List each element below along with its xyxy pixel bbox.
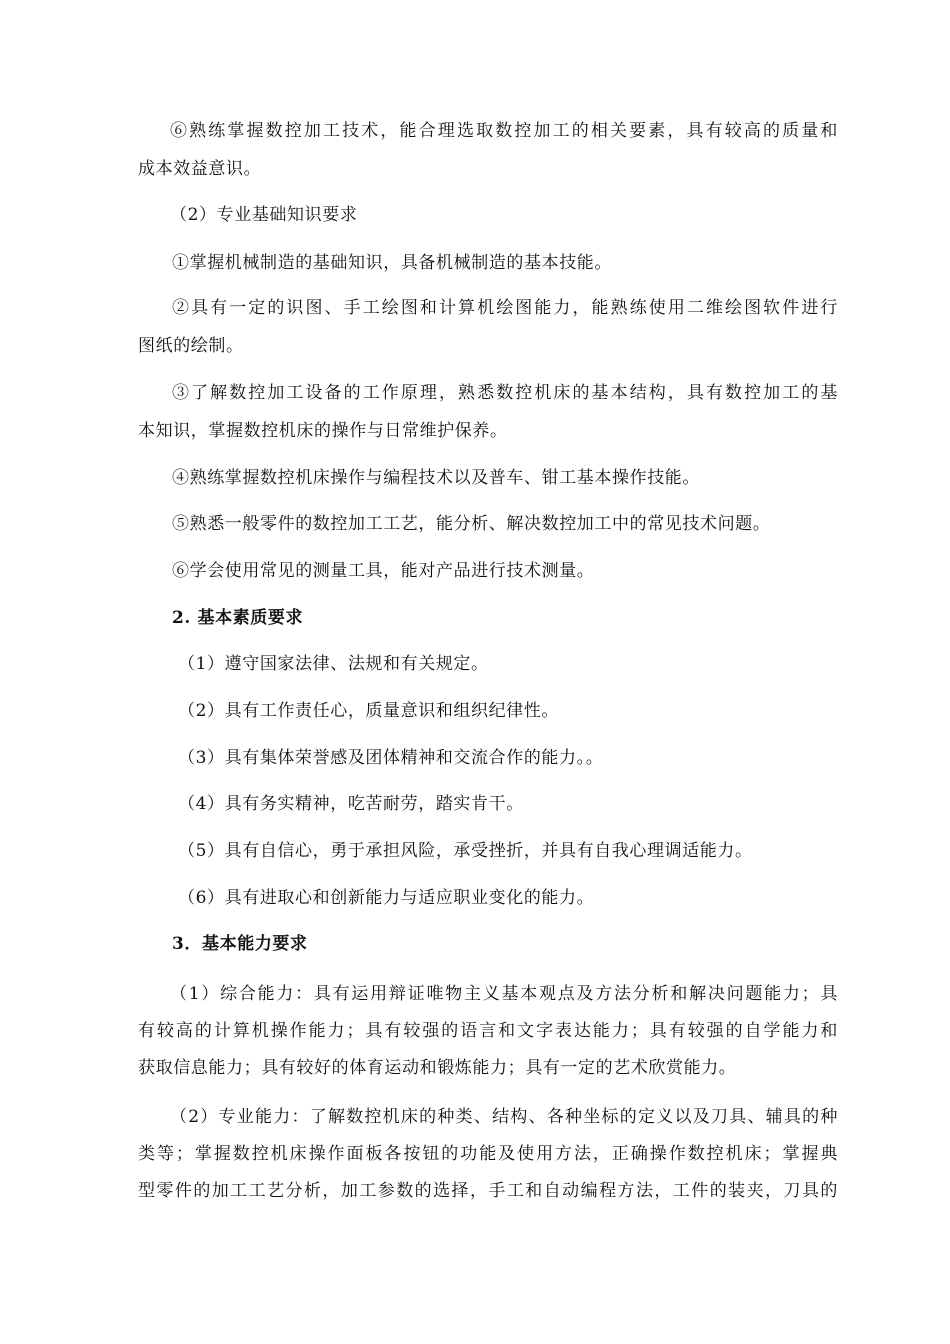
list-item: （1）遵守国家法律、法规和有关规定。 <box>178 654 489 674</box>
text-line: （1）综合能力：具有运用辩证唯物主义基本观点及方法分析和解决问题能力；具 <box>170 984 838 1004</box>
text-line: ②具有一定的识图、手工绘图和计算机绘图能力，能熟练使用二维绘图软件进行 <box>172 298 838 318</box>
text-line: 类等；掌握数控机床操作面板各按钮的功能及使用方法，正确操作数控机床；掌握典 <box>138 1144 838 1164</box>
text-line: ①掌握机械制造的基础知识，具备机械制造的基本技能。 <box>172 253 612 273</box>
section-heading: 3．基本能力要求 <box>172 934 308 954</box>
text-line: （2）专业能力：了解数控机床的种类、结构、各种坐标的定义以及刀具、辅具的种 <box>170 1107 838 1127</box>
text-line: ⑥学会使用常见的测量工具，能对产品进行技术测量。 <box>172 561 595 581</box>
text-line: ⑤熟悉一般零件的数控加工工艺，能分析、解决数控加工中的常见技术问题。 <box>172 514 771 534</box>
list-item: （6）具有进取心和创新能力与适应职业变化的能力。 <box>178 888 595 908</box>
text-line: 型零件的加工工艺分析，加工参数的选择，手工和自动编程方法，工件的装夹，刀具的 <box>138 1181 838 1201</box>
section-heading: （2）专业基础知识要求 <box>170 205 358 225</box>
text-line: 有较高的计算机操作能力；具有较强的语言和文字表达能力；具有较强的自学能力和 <box>138 1021 838 1041</box>
text-line: ③了解数控加工设备的工作原理，熟悉数控机床的基本结构，具有数控加工的基 <box>172 383 838 403</box>
text-line: 获取信息能力；具有较好的体育运动和锻炼能力；具有一定的艺术欣赏能力。 <box>138 1058 737 1078</box>
text-line: ⑥熟练掌握数控加工技术，能合理选取数控加工的相关要素，具有较高的质量和 <box>170 121 838 141</box>
list-item: （3）具有集体荣誉感及团体精神和交流合作的能力。。 <box>178 748 604 768</box>
text-line: 成本效益意识。 <box>138 159 262 179</box>
list-item: （5）具有自信心，勇于承担风险，承受挫折，并具有自我心理调适能力。 <box>178 841 753 861</box>
list-item: （2）具有工作责任心，质量意识和组织纪律性。 <box>178 701 560 721</box>
section-heading: 2. 基本素质要求 <box>172 608 304 628</box>
list-item: （4）具有务实精神，吃苦耐劳，踏实肯干。 <box>178 794 524 814</box>
text-line: 本知识，掌握数控机床的操作与日常维护保养。 <box>138 421 508 441</box>
text-line: ④熟练掌握数控机床操作与编程技术以及普车、钳工基本操作技能。 <box>172 468 700 488</box>
text-line: 图纸的绘制。 <box>138 336 244 356</box>
